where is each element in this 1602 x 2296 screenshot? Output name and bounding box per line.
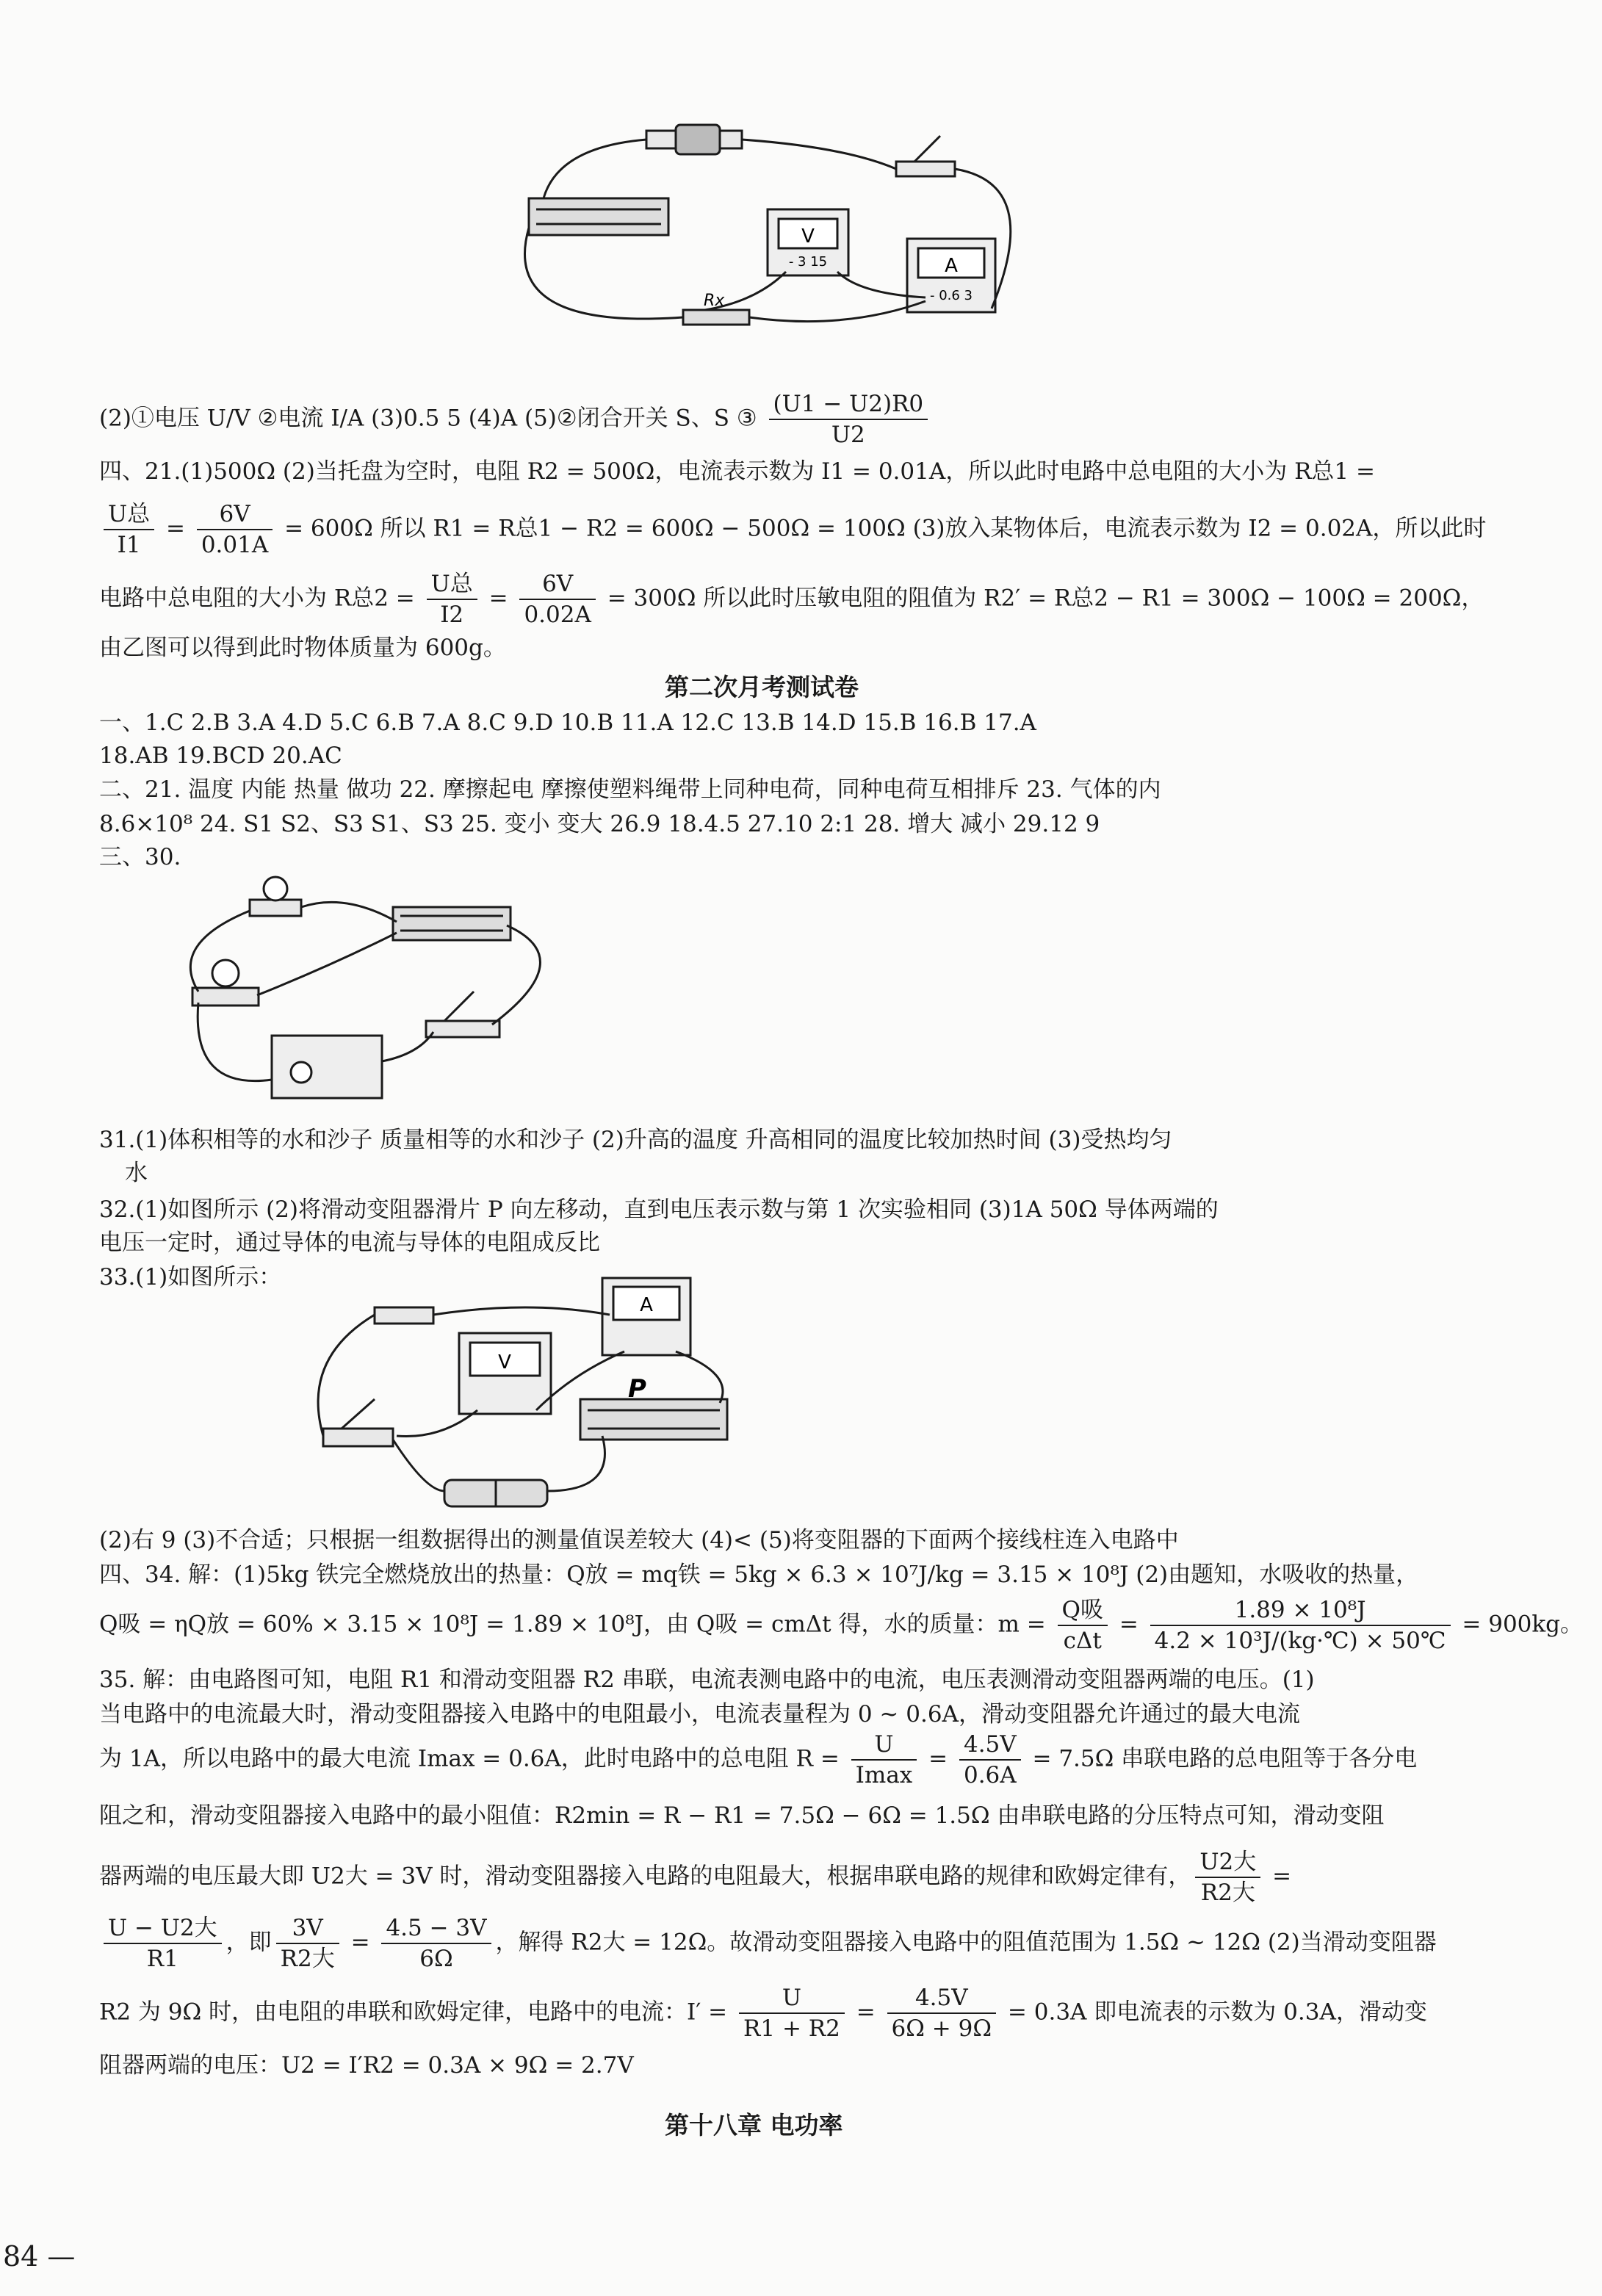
fill-answers-1: 二、21. 温度 内能 热量 做功 22. 摩擦起电 摩擦使塑料绳带上同种电荷，同种电荷互相排斥 23. 气体的内 bbox=[99, 776, 1161, 803]
fraction: $\frac{(U1 - U2)R0}{U2}$ bbox=[769, 389, 928, 450]
q32-line-2: 电压一定时，通过导体的电流与导体的电阻成反比 bbox=[99, 1230, 600, 1256]
circuit-figure-1 bbox=[514, 110, 1028, 364]
q31-line-2: 水 bbox=[125, 1160, 148, 1186]
section-title: 第二次月考测试卷 bbox=[665, 673, 859, 701]
q35-line-8: 阻器两端的电压：U2 = I′R2 = 0.3A × 9Ω = 2.7V bbox=[99, 2052, 634, 2079]
q35-line-1: 35. 解：由电路图可知，电阻 R1 和滑动变阻器 R2 串联，电流表测电路中的电流，电压表测滑动变阻器两端的电压。(1) bbox=[99, 1667, 1315, 1693]
rx-label: Rx bbox=[704, 292, 725, 310]
answer-line-q1: (2)①电压 U/V ②电流 I/A (3)0.5 5 (4)A (5)②闭合开关 S、S ③ $\frac{(U1 - U2)R0}{U2}$ bbox=[99, 389, 932, 450]
slider-p-label: P bbox=[628, 1374, 646, 1404]
q34-line-1: 四、34. 解：(1)5kg 铁完全燃烧放出的热量：Q放 = mq铁 = 5kg × 6.3 × 10⁷J/kg = 3.15 × 10⁸J (2)由题知，水吸收的热量， bbox=[99, 1562, 1419, 1588]
q35-line-2: 当电路中的电流最大时，滑动变阻器接入电路中的电阻最小，电流表量程为 0 ~ 0.6A，滑动变阻器允许通过的最大电流 bbox=[99, 1701, 1300, 1728]
q34-line-2: Q吸 = ηQ放 = 60% × 3.15 × 10⁸J = 1.89 × 10⁸J，由 Q吸 = cmΔt 得，水的质量：m = $\frac{\text{Q吸}}{\text{cΔt}}$ = $\frac{\text{1.89 × 10⁸J}}{\text{4.2 × 10³J/(kg·℃) × 50℃}}$ = 900kg。 bbox=[99, 1597, 1584, 1654]
q35-line-6: $\frac{\text{U − U2大}}{R1}$ ，即 $\frac{3V}{\text{R2大}}$ = $\frac{4.5 - 3V}{6\Omega}$ ，解得 R2大 = 12Ω。故滑动变阻器接入电路中的阻值范围为 1.5Ω ~ 12Ω (2)当滑动变阻器 bbox=[99, 1913, 1437, 1974]
q33-answers: (2)右 9 (3)不合适；只根据一组数据得出的测量值误差较大 (4)< (5)将变阻器的下面两个接线柱连入电路中 bbox=[99, 1527, 1179, 1553]
q35-line-4: 阻之和，滑动变阻器接入电路中的最小阻值：R2min = R − R1 = 7.5Ω − 6Ω = 1.5Ω 由串联电路的分压特点可知，滑动变阻 bbox=[99, 1802, 1385, 1829]
svg-text:A: A bbox=[640, 1294, 653, 1316]
mc-answers-2: 18.AB 19.BCD 20.AC bbox=[99, 743, 342, 769]
q21-line-2: $\frac{\text{U总}}{I1}$ = $\frac{6V}{0.01A}$ = 600Ω 所以 R1 = R总1 − R2 = 600Ω − 500Ω = 100Ω (3)放入某物体后，电流表示数为 I2 = 0.02A，所以此时 bbox=[99, 499, 1486, 560]
q30-label: 三、30. bbox=[99, 844, 181, 870]
page-number: 84 — bbox=[3, 2240, 76, 2272]
q35-line-7: R2 为 9Ω 时，由电阻的串联和欧姆定律，电路中的电流：I′ = $\frac{U}{R1 + R2}$ = $\frac{4.5V}{6\Omega + 9\Omega}$ = 0.3A 即电流表的示数为 0.3A，滑动变 bbox=[99, 1985, 1427, 2042]
ammeter-letter: A bbox=[945, 255, 958, 277]
voltmeter-scale: - 3 15 bbox=[788, 254, 828, 270]
q21-line-1: 四、21.(1)500Ω (2)当托盘为空时，电阻 R2 = 500Ω，电流表示数为 I1 = 0.01A，所以此时电路中总电阻的大小为 R总1 = bbox=[99, 458, 1375, 485]
voltmeter-letter: V bbox=[801, 225, 815, 248]
q35-line-5: 器两端的电压最大即 U2大 = 3V 时，滑动变阻器接入电路的电阻最大，根据串联电路的规律和欧姆定律有， $\frac{\text{U2大}}{\text{R2大}}$ = bbox=[99, 1849, 1292, 1906]
circuit-figure-2 bbox=[184, 870, 558, 1113]
q21-line-3: 电路中总电阻的大小为 R总2 = $\frac{\text{U总}}{I2}$ = $\frac{6V}{0.02A}$ = 300Ω 所以此时压敏电阻的阻值为 R2′ = R总2 − R1 = 300Ω − 100Ω = 200Ω， bbox=[99, 571, 1484, 628]
ammeter-scale: - 0.6 3 bbox=[929, 288, 973, 303]
q33-label: 33.(1)如图所示： bbox=[99, 1264, 282, 1290]
mc-answers-1: 一、1.C 2.B 3.A 4.D 5.C 6.B 7.A 8.C 9.D 10.B 11.A 12.C 13.B 14.D 15.B 16.B 17.A bbox=[99, 710, 1036, 736]
q21-line-4: 由乙图可以得到此时物体质量为 600g。 bbox=[99, 635, 506, 661]
chapter-title: 第十八章 电功率 bbox=[665, 2111, 843, 2140]
fill-answers-2: 8.6×10⁸ 24. S1 S2、S3 S1、S3 25. 变小 变大 26.9 18.4.5 27.10 2:1 28. 增大 减小 29.12 9 bbox=[99, 811, 1100, 837]
q31-line-1: 31.(1)体积相等的水和沙子 质量相等的水和沙子 (2)升高的温度 升高相同的温度比较加热时间 (3)受热均匀 bbox=[99, 1127, 1172, 1153]
q35-line-3: 为 1A，所以电路中的最大电流 Imax = 0.6A，此时电路中的总电阻 R = $\frac{U}{Imax}$ = $\frac{4.5V}{0.6A}$ = 7.5Ω 串联电路的总电阻等于各分电 bbox=[99, 1731, 1418, 1788]
circuit-figure-3 bbox=[294, 1271, 764, 1520]
q32-line-1: 32.(1)如图所示 (2)将滑动变阻器滑片 P 向左移动，直到电压表示数与第 1 次实验相同 (3)1A 50Ω 导体两端的 bbox=[99, 1196, 1219, 1223]
svg-text:V: V bbox=[498, 1351, 511, 1373]
